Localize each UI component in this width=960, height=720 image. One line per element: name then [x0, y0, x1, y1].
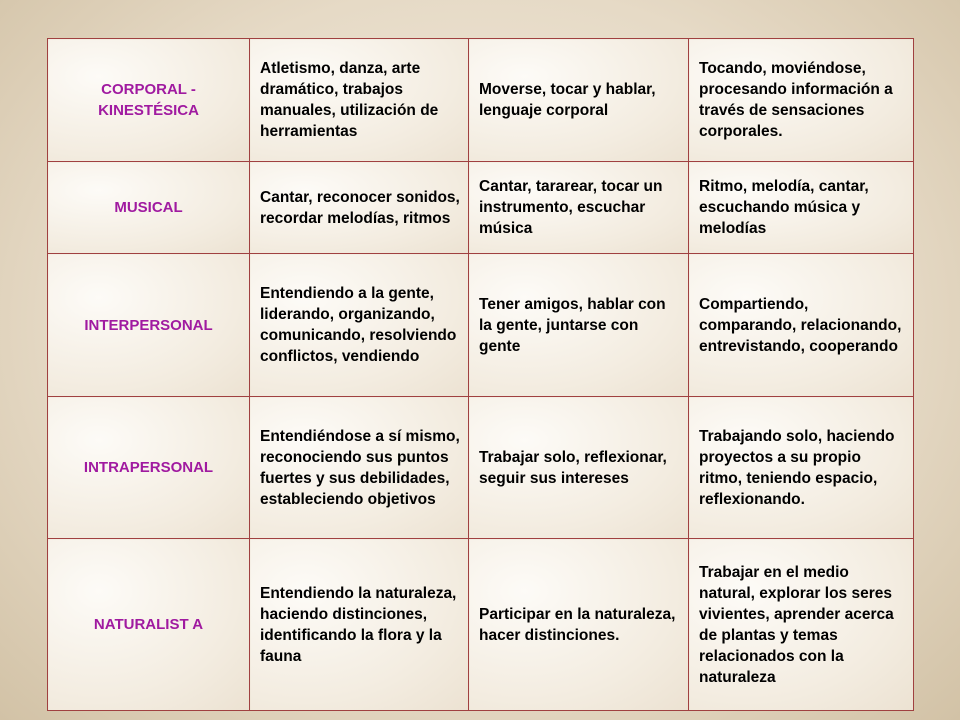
intelligences-table: [47, 38, 914, 711]
table-cell: Moverse, tocar y hablar, lenguaje corporal: [469, 39, 689, 162]
intelligence-label: NATURALIST A: [48, 539, 250, 711]
table-cell: Tocando, moviéndose, procesando información a través de sensaciones corporales.: [689, 39, 914, 162]
table-row-corporal: [48, 39, 914, 162]
table-cell: Participar en la naturaleza, hacer distinciones.: [469, 539, 689, 711]
intelligence-label: INTRAPERSONAL: [48, 397, 250, 539]
table-row-intrapersonal: [48, 397, 914, 539]
table-cell: Trabajar solo, reflexionar, seguir sus intereses: [469, 397, 689, 539]
intelligence-label: MUSICAL: [48, 162, 250, 254]
table-cell: Cantar, reconocer sonidos, recordar melodías, ritmos: [250, 162, 469, 254]
table-cell: Cantar, tararear, tocar un instrumento, escuchar música: [469, 162, 689, 254]
table-cell: Tener amigos, hablar con la gente, juntarse con gente: [469, 254, 689, 397]
table-cell: Trabajando solo, haciendo proyectos a su propio ritmo, teniendo espacio, reflexionando.: [689, 397, 914, 539]
table-cell: Entendiendo a la gente, liderando, organizando, comunicando, resolviendo conflictos, vendiendo: [250, 254, 469, 397]
table-cell: Atletismo, danza, arte dramático, trabajos manuales, utilización de herramientas: [250, 39, 469, 162]
table-cell: Trabajar en el medio natural, explorar los seres vivientes, aprender acerca de plantas y temas relacionados con la naturaleza: [689, 539, 914, 711]
table-cell: Entendiéndose a sí mismo, reconociendo sus puntos fuertes y sus debilidades, estableciendo objetivos: [250, 397, 469, 539]
table-row-musical: [48, 162, 914, 254]
table-row-naturalista: [48, 539, 914, 711]
table-row-interpersonal: [48, 254, 914, 397]
intelligence-label: CORPORAL - KINESTÉSICA: [48, 39, 250, 162]
table-cell: Entendiendo la naturaleza, haciendo distinciones, identificando la flora y la fauna: [250, 539, 469, 711]
table-cell: Ritmo, melodía, cantar, escuchando música y melodías: [689, 162, 914, 254]
table-cell: Compartiendo, comparando, relacionando, entrevistando, cooperando: [689, 254, 914, 397]
slide: [47, 38, 913, 710]
intelligence-label: INTERPERSONAL: [48, 254, 250, 397]
